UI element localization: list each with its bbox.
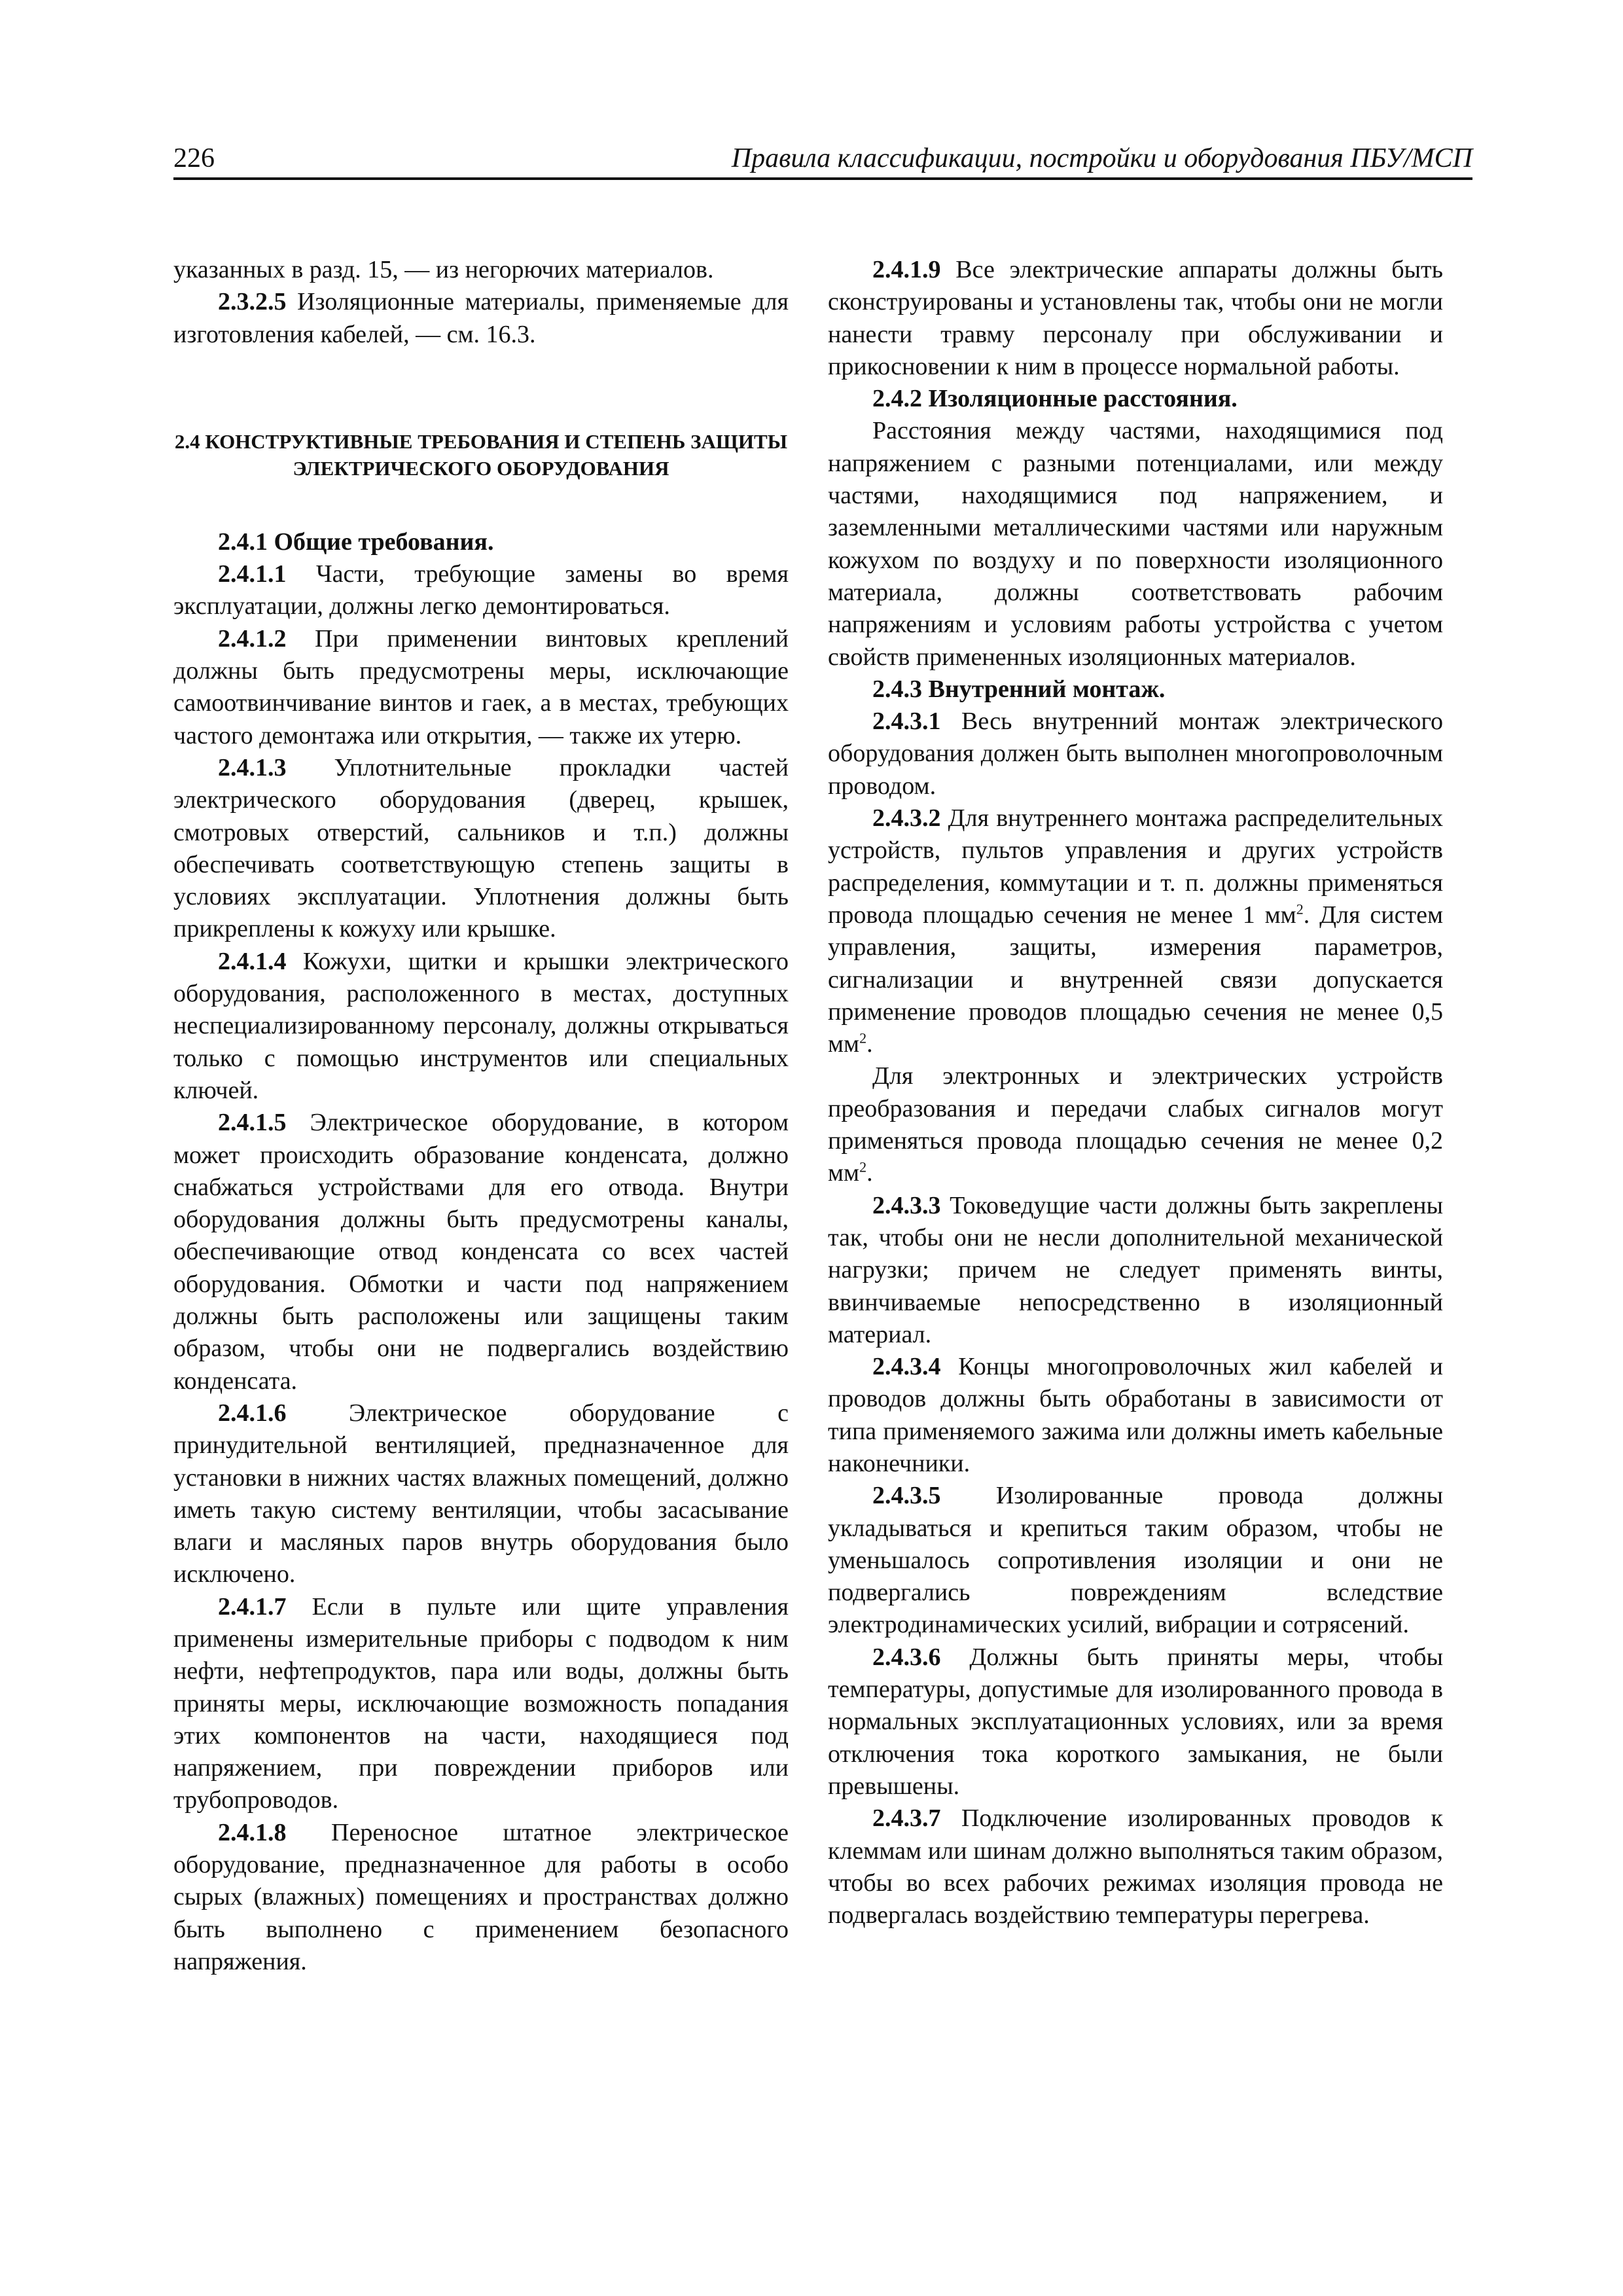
subsection-heading-2-4-3: 2.4.3 Внутренний монтаж.: [872, 675, 1166, 703]
clause-number: 2.4.3.4: [872, 1353, 941, 1381]
clause-text: Электрическое оборудование, в котором может происходить образование конденсата, должно снабжаться устройствами для его отвода. Внутри оборудования должны быть предусмотрены каналы, обеспечивающие отвод конденсата со всех частей оборудования. Обмотки и части под напряжением должны быть расположены или защищены таким образом, чтобы они не подвергались воздействию конденсата.: [173, 1109, 789, 1395]
clause-number: 2.4.3.2: [872, 804, 941, 833]
clause-number: 2.4.1.2: [218, 624, 287, 653]
clause-number: 2.4.3.5: [872, 1482, 941, 1510]
paragraph-continuation: указанных в разд. 15, — из негорючих материалов.: [173, 256, 714, 283]
clause-text: Концы многопроволочных жил кабелей и проводов должны быть обработаны в зависимости от типа применяемого зажима или должны иметь кабельные наконечники.: [828, 1353, 1443, 1477]
clause-text: . Для систем управления, защиты, измерения параметров, сигнализации и внутренней связи допускается применение проводов площадью сечения не менее 0,5 мм: [828, 901, 1443, 1058]
superscript: 2: [859, 1030, 867, 1047]
clause-number: 2.4.3.3: [872, 1191, 941, 1219]
page-header: [173, 139, 1472, 178]
left-column: [173, 254, 789, 1978]
clause-text: Весь внутренний монтаж электрического оборудования должен быть выполнен многопроволочным проводом.: [828, 708, 1443, 800]
superscript: 2: [859, 1158, 867, 1175]
clause-text: Для электронных и электрических устройств преобразования и передачи слабых сигналов могут применяться провода площадью сечения не менее 0,2 мм: [828, 1062, 1443, 1187]
clause-text: .: [866, 1159, 873, 1187]
subsection-heading-2-4-2: 2.4.2 Изоляционные расстояния.: [872, 385, 1238, 413]
clause-text: .: [866, 1030, 873, 1058]
paragraph-2-4-1-3: [173, 752, 789, 946]
clause-number: 2.4.3.1: [872, 708, 941, 736]
clause-text: Изолированные провода должны укладываться и крепиться таким образом, чтобы не уменьшалось сопротивления изоляции и они не подвергались повреждениям вследствие электродинамических усилий, вибрации и сотрясений.: [828, 1482, 1443, 1639]
clause-text: При применении винтовых креплений должны быть предусмотрены меры, исключающие самоотвинчивание винтов и гаек, а в местах, требующих частого демонтажа или открытия, — также их утерю.: [173, 624, 789, 749]
paragraph-2-4-1-6: [173, 1397, 789, 1591]
clause-number: 2.4.1.6: [218, 1399, 287, 1427]
clause-text: Все электрические аппараты должны быть сконструированы и установлены так, чтобы они не могли нанести травму персоналу при обслуживании и прикосновении к ним в процессе нормальной работы.: [828, 256, 1443, 380]
paragraph-2-4-2: Расстояния между частями, находящимися под напряжением с разными потенциалами, или между частями, находящимися под напряжением, и заземленными металлическими частями или наружным кожухом по воздуху и по поверхности изоляционного материала, должны соответствовать рабочим напряжениям и условиям работы устройства с учетом свойств примененных изоляционных материалов.: [828, 417, 1443, 671]
header-rule: [173, 177, 1472, 180]
clause-text: Уплотнительные прокладки частей электрического оборудования (дверец, крышек, смотровых отверстий, сальников и т.п.) должны обеспечивать соответствующую степень защиты в условиях эксплуатации. Уплотнения должны быть прикреплены к кожуху или крышке.: [173, 753, 789, 943]
superscript: 2: [1296, 901, 1304, 918]
clause-number: 2.4.1.5: [218, 1109, 287, 1137]
paragraph-2-4-3-2-continuation: [828, 1060, 1443, 1189]
right-column: [828, 254, 1443, 1931]
clause-number: 2.4.3.7: [872, 1804, 941, 1833]
paragraph-2-3-2-5: [173, 286, 789, 351]
paragraph-2-4-3-2: [828, 802, 1443, 1060]
paragraph-2-4-1-9: [828, 254, 1443, 383]
paragraph-2-4-3-6: [828, 1641, 1443, 1803]
clause-text: Подключение изолированных проводов к клеммам или шинам должно выполняться таким образом, чтобы во всех рабочих режимах изоляция провода не подвергалась воздействию температуры перегрева.: [828, 1804, 1443, 1929]
clause-number: 2.4.1.4: [218, 947, 287, 975]
page-number: 226: [173, 143, 215, 173]
paragraph-2-4-1-7: [173, 1591, 789, 1817]
running-title: Правила классификации, постройки и оборудования ПБУ/МСП: [731, 143, 1472, 173]
clause-number: 2.4.1.1: [218, 560, 287, 588]
clause-text: Токоведущие части должны быть закреплены так, чтобы они не несли дополнительной механической нагрузки; причем не следует применять винты, ввинчиваемые непосредственно в изоляционный материал.: [828, 1191, 1443, 1348]
clause-text: Изоляционные материалы, применяемые для изготовления кабелей, — см. 16.3.: [173, 288, 789, 348]
clause-number: 2.4.3.6: [872, 1643, 941, 1671]
paragraph-2-4-3-7: [828, 1803, 1443, 1931]
paragraph-2-4-1-8: [173, 1817, 789, 1978]
subsection-heading-2-4-1: 2.4.1 Общие требования.: [218, 528, 494, 556]
paragraph-2-4-1-2: [173, 623, 789, 752]
clause-text: Части, требующие замены во время эксплуатации, должны легко демонтироваться.: [173, 560, 789, 620]
paragraph-2-4-1-4: [173, 946, 789, 1107]
paragraph-2-4-1-1: [173, 558, 789, 623]
clause-text: Для внутреннего монтажа распределительных устройств, пультов управления и других устройств распределения, коммутации и т. п. должны применяться провода площадью сечения не менее 1 мм: [828, 804, 1443, 929]
paragraph-2-4-3-4: [828, 1351, 1443, 1480]
clause-text: Кожухи, щитки и крышки электрического оборудования, расположенного в местах, доступных неспециализированному персоналу, должны открываться только с помощью инструментов или специальных ключей.: [173, 947, 789, 1104]
paragraph-2-4-1-5: [173, 1107, 789, 1397]
clause-text: Если в пульте или щите управления применены измерительные приборы с подводом к ним нефти, нефтепродуктов, пара или воды, должны быть приняты меры, исключающие возможность попадания этих компонентов на части, находящиеся под напряжением, при повреждении приборов или трубопроводов.: [173, 1592, 789, 1814]
clause-text: Электрическое оборудование с принудительной вентиляцией, предназначенное для установки в нижних частях влажных помещений, должно иметь такую систему вентиляции, чтобы засасывание влаги и масляных паров внутрь оборудования было исключено.: [173, 1399, 789, 1588]
clause-number: 2.4.1.8: [218, 1818, 287, 1846]
clause-text: Должны быть приняты меры, чтобы температуры, допустимые для изолированного провода в нормальных эксплуатационных условиях, или за время отключения тока короткого замыкания, не были превышены.: [828, 1643, 1443, 1800]
clause-number: 2.3.2.5: [218, 288, 287, 316]
clause-number: 2.4.1.7: [218, 1592, 287, 1621]
clause-number: 2.4.1.9: [872, 256, 941, 283]
clause-number: 2.4.1.3: [218, 753, 287, 781]
paragraph-2-4-3-3: [828, 1190, 1443, 1351]
paragraph-2-4-3-5: [828, 1480, 1443, 1641]
section-title: 2.4 КОНСТРУКТИВНЫЕ ТРЕБОВАНИЯ И СТЕПЕНЬ ЗАЩИТЫ ЭЛЕКТРИЧЕСКОГО ОБОРУДОВАНИЯ: [174, 429, 788, 480]
paragraph-2-4-3-1: [828, 706, 1443, 802]
clause-text: Переносное штатное электрическое оборудование, предназначенное для работы в особо сырых (влажных) помещениях и пространствах должно быть выполнено с применением безопасного напряжения.: [173, 1818, 789, 1975]
